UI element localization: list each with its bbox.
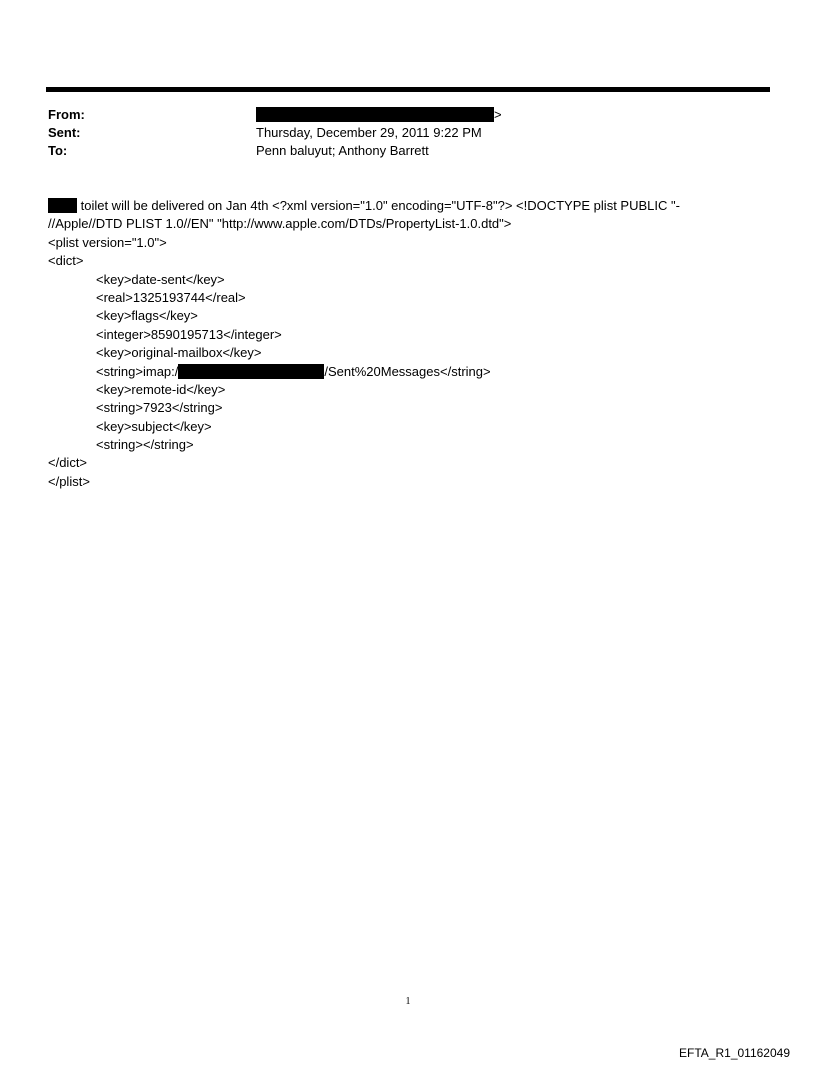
from-suffix: > [494,107,502,122]
body-line: <key>flags</key> [96,308,198,324]
body-line: </plist> [48,473,90,489]
redaction-bar [48,198,77,213]
body-line: <key>date-sent</key> [96,271,225,287]
body-line: <key>subject</key> [96,418,212,434]
email-header [48,106,748,160]
body-line: <key>original-mailbox</key> [96,345,262,361]
body-line: //Apple//DTD PLIST 1.0//EN" "http://www.apple.com/DTDs/PropertyList-1.0.dtd"> [48,216,512,232]
body-line-suffix: /Sent%20Messages</string> [324,363,491,379]
body-line: <integer>8590195713</integer> [96,326,282,342]
body-line: <string>7923</string> [96,400,223,416]
sent-label: Sent: [48,125,81,140]
from-label: From: [48,107,85,122]
sent-row [48,124,748,142]
body-line-text: toilet will be delivered on Jan 4th <?xml version="1.0" encoding="UTF-8"?> <!DOCTYPE plist PUBLIC "- [77,198,680,213]
body-line-prefix: <string>imap:/ [96,363,179,379]
to-label: To: [48,143,68,158]
body-line: <real>1325193744</real> [96,289,246,305]
body-line [48,363,768,381]
body-line: <plist version="1.0"> [48,234,167,250]
to-row [48,142,748,160]
email-body [48,197,768,491]
to-value: Penn baluyut; Anthony Barrett [256,143,429,158]
from-row [48,106,748,124]
from-value [256,106,748,124]
body-line [48,197,768,215]
sent-value: Thursday, December 29, 2011 9:22 PM [256,125,482,140]
body-line: </dict> [48,455,88,471]
body-line: <key>remote-id</key> [96,381,226,397]
redaction-bar [256,107,494,122]
body-line: <string></string> [96,437,194,453]
redaction-bar [178,364,324,379]
bates-number: EFTA_R1_01162049 [679,1046,790,1060]
page-number: 1 [405,996,411,1007]
body-line: <dict> [48,253,84,269]
top-rule [46,87,770,92]
